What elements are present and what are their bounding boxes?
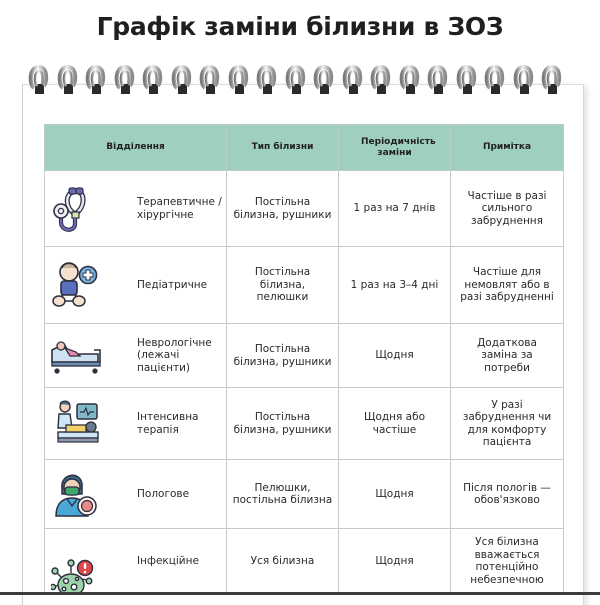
frequency-cell: 1 раз на 7 днів [339, 171, 451, 247]
linen-type-cell: Постільна білизна, рушники [227, 388, 339, 460]
note-cell: Додаткова заміна за потреби [451, 324, 564, 388]
binding-ring [513, 64, 535, 96]
frequency-cell: 1 раз на 3–4 дні [339, 247, 451, 324]
binding-ring [199, 64, 221, 96]
binding-ring [256, 64, 278, 96]
binding-ring [427, 64, 449, 96]
department-cell [45, 460, 227, 529]
binding-ring [541, 64, 563, 96]
department-cell [45, 171, 227, 247]
spiral-binding [0, 64, 600, 98]
note-cell: Уся білизна вважається потенційно небезпечною [451, 529, 564, 594]
binding-ring [313, 64, 335, 96]
frequency-cell: Щодня [339, 460, 451, 529]
linen-type-cell: Постільна білизна, рушники [227, 324, 339, 388]
linen-type-cell: Постільна білизна, пелюшки [227, 247, 339, 324]
baby-icon [45, 259, 107, 311]
binding-ring [85, 64, 107, 96]
header-department: Відділення [45, 125, 227, 171]
header-note: Примітка [451, 125, 564, 171]
note-cell: Після пологів — обов'язково [451, 460, 564, 529]
binding-ring [57, 64, 79, 96]
department-name: Інтенсивна терапія [137, 411, 199, 436]
linen-type-cell: Пелюшки, постільна білизна [227, 460, 339, 529]
department-name: Педіатричне [137, 278, 208, 291]
page-title: Графік заміни білизни в ЗОЗ [96, 12, 504, 41]
note-cell: Частіше для немовлят або в разі забрудненні [451, 247, 564, 324]
intensive-care-icon [45, 398, 107, 450]
department-cell [45, 324, 227, 388]
department-cell [45, 388, 227, 460]
virus-warning-icon [45, 559, 107, 593]
department-name: Неврологічне (лежачі пацієнти) [137, 336, 212, 374]
department-name: Терапевтичне / хірургічне [137, 196, 222, 221]
binding-ring [28, 64, 50, 96]
stethoscope-icon [45, 184, 107, 234]
department-name: Інфекційне [137, 554, 199, 567]
note-cell: У разі забруднення чи для комфорту пацієнта [451, 388, 564, 460]
table-row [45, 324, 564, 388]
binding-ring [370, 64, 392, 96]
binding-ring [399, 64, 421, 96]
table-row [45, 460, 564, 529]
note-cell: Частіше в разі сильного забруднення [451, 171, 564, 247]
hospital-bed-icon [45, 336, 107, 376]
linen-schedule-table [44, 124, 564, 594]
department-cell [45, 529, 227, 594]
header-linen-type: Тип білизни [227, 125, 339, 171]
frequency-cell: Щодня або частіше [339, 388, 451, 460]
table-row [45, 529, 564, 594]
binding-ring [285, 64, 307, 96]
header-frequency: Періодичність заміни [339, 125, 451, 171]
table-row [45, 247, 564, 324]
binding-ring [456, 64, 478, 96]
table-row [45, 388, 564, 460]
frequency-cell: Щодня [339, 324, 451, 388]
linen-type-cell: Постільна білизна, рушники [227, 171, 339, 247]
binding-ring [484, 64, 506, 96]
midwife-newborn-icon [45, 468, 107, 520]
department-name: Пологове [137, 487, 190, 500]
linen-type-cell: Уся білизна [227, 529, 339, 594]
binding-ring [142, 64, 164, 96]
table-header-row [45, 125, 564, 171]
table-row [45, 171, 564, 247]
binding-ring [114, 64, 136, 96]
binding-ring [171, 64, 193, 96]
frequency-cell: Щодня [339, 529, 451, 594]
department-cell [45, 247, 227, 324]
binding-ring [228, 64, 250, 96]
binding-ring [342, 64, 364, 96]
